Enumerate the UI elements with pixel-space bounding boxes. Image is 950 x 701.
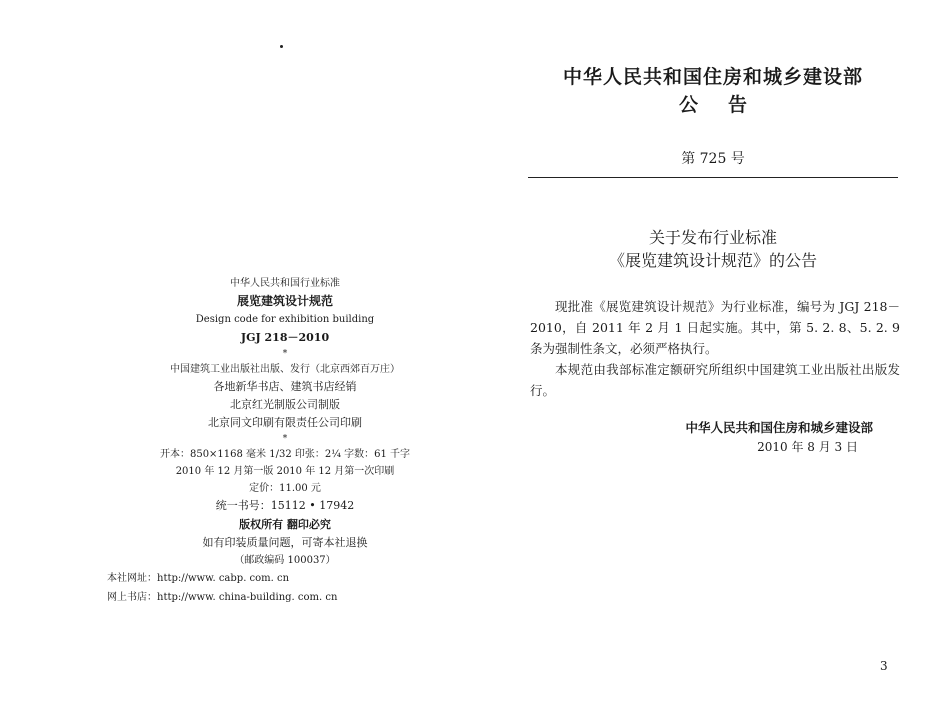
- return-notice: 如有印装质量问题，可寄本社退换: [202, 536, 368, 549]
- copyright-line: 版权所有 翻印必究: [239, 518, 331, 531]
- body-paragraph: 现批准《展览建筑设计规范》为行业标准，编号为 JGJ 218－2010，自 2011 年 2 月 1 日起实施。其中，第 5. 2. 8、5. 2. 9 条为强制性条文，必须严格执行。: [530, 299, 900, 356]
- ministry-heading: 中华人民共和国住房和城乡建设部: [562, 66, 863, 88]
- standard-header: 中华人民共和国行业标准: [230, 278, 340, 289]
- publisher-line: 中国建筑工业出版社出版、发行（北京西郊百万庄）: [170, 364, 400, 375]
- separator-star: *: [282, 434, 288, 444]
- edition-line: 2010 年 12 月第一版 2010 年 12 月第一次印刷: [175, 466, 395, 477]
- divider-rule: [528, 177, 898, 178]
- price-line: 定价：11.00 元: [249, 483, 321, 494]
- announcement-body: [530, 296, 900, 401]
- separator-star: *: [282, 349, 288, 359]
- signature-date: 2010 年 8 月 3 日: [757, 440, 858, 454]
- announcement-title-line1: 关于发布行业标准: [648, 228, 777, 247]
- stray-mark: [280, 45, 283, 48]
- announcement-number: 第 725 号: [681, 151, 745, 167]
- website-line: 本社网址：http://www. cabp. com. cn: [107, 573, 290, 584]
- signature: 中华人民共和国住房和城乡建设部: [685, 420, 873, 435]
- standard-title-en: Design code for exhibition building: [195, 314, 375, 325]
- postcode-line: （邮政编码 100037）: [234, 555, 336, 566]
- distributor-line: 各地新华书店、建筑书店经销: [213, 380, 357, 393]
- announcement-title-line2: 《展览建筑设计规范》的公告: [608, 251, 817, 270]
- format-line: 开本：850×1168 毫米 1/32 印张：2¼ 字数：61 千字: [159, 449, 411, 460]
- standard-code: JGJ 218－2010: [240, 331, 330, 344]
- platemaker-line: 北京红光制版公司制版: [230, 398, 340, 411]
- printer-line: 北京同文印刷有限责任公司印刷: [208, 416, 362, 429]
- page-number: 3: [880, 659, 888, 673]
- book-number: 统一书号：15112 • 17942: [215, 499, 355, 512]
- bookstore-line: 网上书店：http://www. china-building. com. cn: [107, 592, 338, 603]
- announcement-heading: 公告: [678, 94, 777, 116]
- body-paragraph: 本规范由我部标准定额研究所组织中国建筑工业出版社出版发行。: [530, 362, 900, 398]
- colophon: [95, 275, 475, 607]
- standard-title-cn: 展览建筑设计规范: [236, 294, 333, 308]
